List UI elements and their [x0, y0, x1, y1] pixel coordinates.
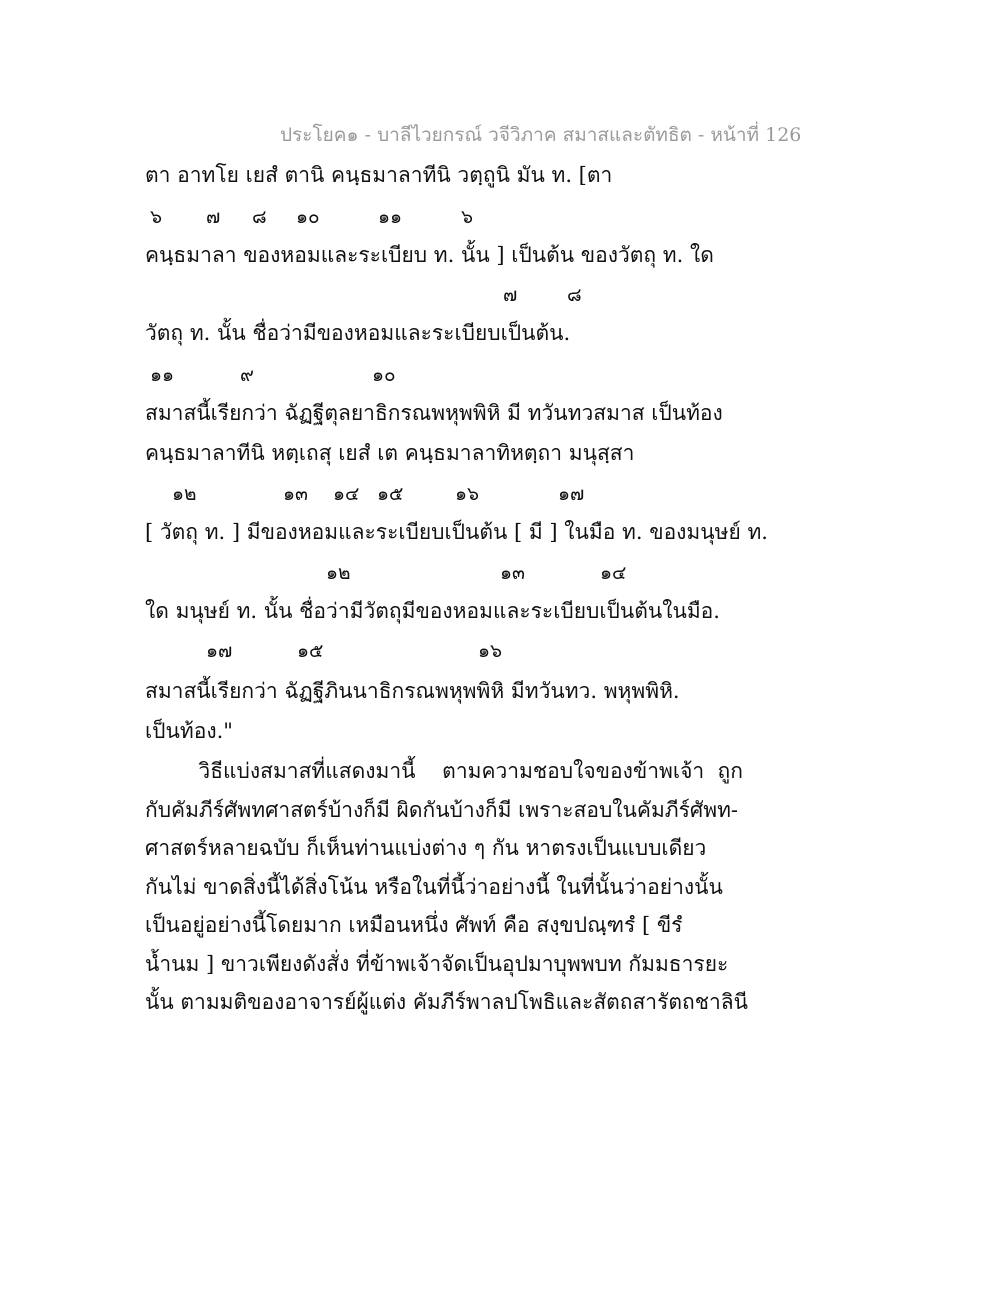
word-number: ๑๖ [478, 640, 503, 662]
word-number: ๑๔ [333, 483, 360, 505]
text-line: สมาสนี้เรียกว่า ฉัฏฐีภินนาธิกรณพหุพพิหิ มีทวันทว. พหุพพิหิ. [145, 679, 680, 703]
text-line: [ วัตถุ ท. ] มีของหอมและระเบียบเป็นต้น [ มี ] ในมือ ท. ของมนุษย์ ท. [145, 520, 768, 544]
word-number: ๘ [567, 284, 582, 306]
word-number: ๑๖ [455, 483, 480, 505]
paragraph-line: น้ำนม ] ขาวเพียงดังสั่ง ที่ข้าพเจ้าจัดเป็นอุปมาบุพพบท กัมมธารยะ [145, 951, 729, 976]
word-number: ๑๗ [206, 640, 233, 662]
paragraph-line: กันไม่ ขาดสิ่งนี้ได้สิ่งโน้น หรือในที่นี้ว่าอย่างนี้ ในที่นั้นว่าอย่างนั้น [145, 874, 723, 899]
body-paragraph [145, 752, 865, 1022]
word-number: ๑๐ [296, 206, 320, 228]
page-header: ประโยค๑ - บาลีไวยกรณ์ วจีวิภาค สมาสและตัทธิต - หน้าที่ 126 [280, 124, 802, 146]
word-number: ๙ [240, 364, 254, 386]
paragraph-line: เป็นอยู่อย่างนี้โดยมาก เหมือนหนึ่ง ศัพท์ คือ สงฺขปณฺฑรํ [ ขีรํ [145, 913, 683, 937]
word-number: ๑๓ [500, 562, 526, 584]
word-number: ๖ [150, 206, 163, 228]
text-line: คนฺธมาลาทีนิ หตฺเถสุ เยสํ เต คนฺธมาลาทิหตฺถา มนุสฺสา [145, 441, 635, 465]
word-number: ๑๕ [297, 640, 324, 662]
word-number: ๑๗ [558, 483, 585, 505]
text-line: สมาสนี้เรียกว่า ฉัฏฐีตุลยาธิกรณพหุพพิหิ มี ทวันทวสมาส เป็นท้อง [145, 401, 723, 425]
word-number: ๑๕ [377, 483, 404, 505]
text-line: เป็นท้อง." [145, 719, 233, 743]
word-number: ๑๓ [283, 483, 309, 505]
word-number: ๘ [252, 206, 267, 228]
paragraph-line: กับคัมภีร์ศัพทศาสตร์บ้างก็มี ผิดกันบ้างก็มี เพราะสอบในคัมภีร์ศัพท- [145, 797, 739, 822]
text-line: ใด มนุษย์ ท. นั้น ชื่อว่ามีวัตถุมีของหอมและระเบียบเป็นต้นในมือ. [145, 599, 720, 623]
word-number: ๑๐ [372, 364, 396, 386]
word-number: ๗ [503, 284, 518, 306]
paragraph-line: นั้น ตามมติของอาจารย์ผู้แต่ง คัมภีร์พาลปโพธิและสัตถสารัตถชาลินี [145, 990, 749, 1014]
paragraph-line: ศาสตร์หลายฉบับ ก็เห็นท่านแบ่งต่าง ๆ กัน หาตรงเป็นแบบเดียว [145, 836, 707, 860]
word-number: ๑๑ [150, 364, 175, 386]
text-line: คนฺธมาลา ของหอมและระเบียบ ท. นั้น ] เป็นต้น ของวัตถุ ท. ใด [145, 243, 714, 267]
word-number: ๑๔ [600, 562, 627, 584]
word-number: ๑๒ [326, 562, 351, 584]
word-number: ๑๒ [172, 483, 197, 505]
paragraph-line: วิธีแบ่งสมาสที่แสดงมานี้ ตามความชอบใจของข้าพเจ้า ถูก [145, 759, 743, 783]
word-number: ๑๑ [378, 206, 403, 228]
word-number: ๗ [206, 206, 221, 228]
text-line: ตา อาทโย เยสํ ตานิ คนฺธมาลาทีนิ วตฺถูนิ มัน ท. [ตา [145, 163, 613, 187]
text-line: วัตถุ ท. นั้น ชื่อว่ามีของหอมและระเบียบเป็นต้น. [145, 321, 571, 345]
word-number: ๖ [461, 206, 474, 228]
